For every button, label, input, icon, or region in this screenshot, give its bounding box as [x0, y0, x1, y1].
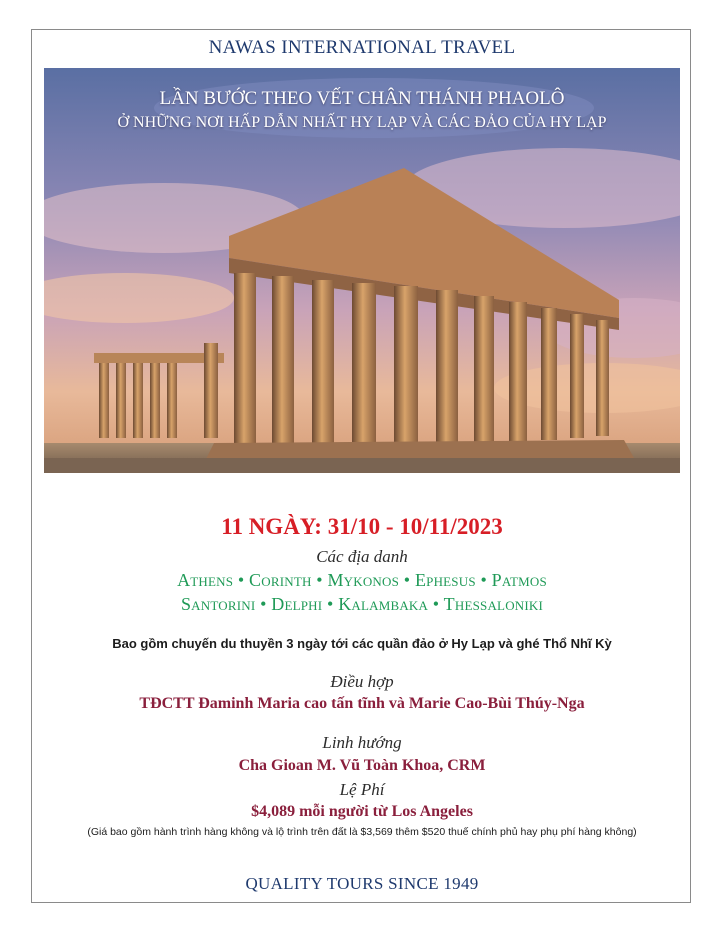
- footer-tagline: QUALITY TOURS SINCE 1949: [245, 874, 479, 893]
- fee-note: (Giá bao gồm hành trình hàng không và lộ trình trên đất là $3,569 thêm $520 thuế chính phủ hay phụ phí hàng không): [87, 826, 637, 838]
- organizer-names: TĐCTT Đaminh Maria cao tấn tĩnh và Marie Cao-Bùi Thúy-Nga: [139, 695, 585, 712]
- fee-amount: $4,089 mỗi người từ Los Angeles: [251, 803, 473, 820]
- places-row-1: Athens • Corinth • Mykonos • Ephesus • Patmos: [177, 570, 547, 590]
- places-row-2: Santorini • Delphi • Kalambaka • Thessaloniki: [180, 594, 544, 614]
- places-heading: Các địa danh: [316, 547, 408, 566]
- spiritual-director-heading: Linh hướng: [322, 733, 402, 752]
- hero-title: LẦN BƯỚC THEO VẾT CHÂN THÁNH PHAOLÔ: [159, 88, 565, 109]
- cruise-note: Bao gồm chuyến du thuyền 3 ngày tới các quần đảo ở Hy Lạp và ghé Thổ Nhĩ Kỳ: [112, 636, 612, 651]
- organizer-heading: Điều hợp: [330, 672, 394, 691]
- brand-title: NAWAS INTERNATIONAL TRAVEL: [208, 37, 516, 58]
- trip-dates: 11 NGÀY: 31/10 - 10/11/2023: [221, 514, 503, 539]
- fee-heading: Lệ Phí: [339, 780, 385, 799]
- hero-subtitle: Ở NHỮNG NƠI HẤP DẪN NHẤT HY LẠP VÀ CÁC ĐẢO CỦA HY LẠP: [117, 114, 607, 131]
- hero-image: [44, 68, 680, 473]
- spiritual-director-name: Cha Gioan M. Vũ Toàn Khoa, CRM: [238, 757, 486, 774]
